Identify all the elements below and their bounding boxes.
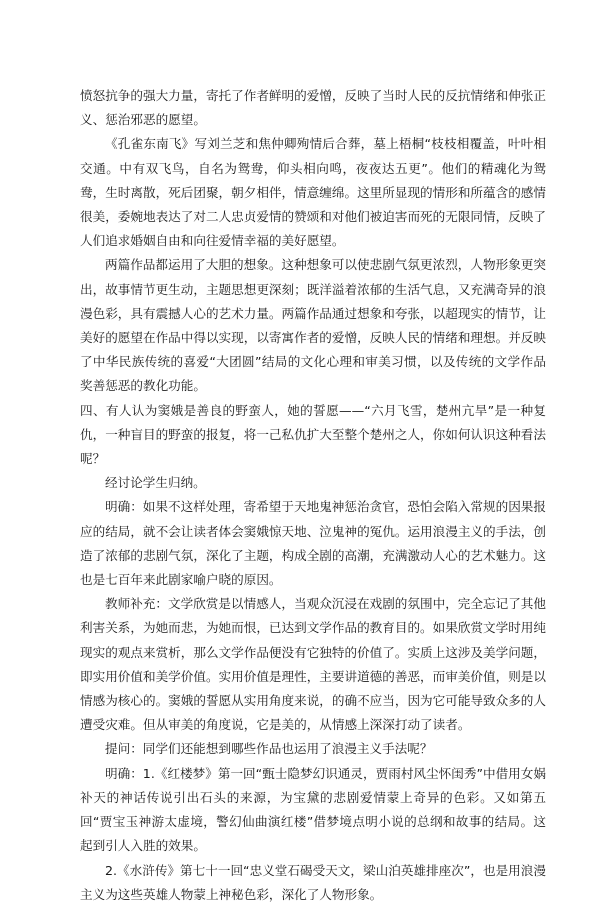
paragraph-8-question: 提问：同学们还能想到哪些作品也运用了浪漫主义手法呢？ <box>105 741 433 757</box>
paragraph-3: 两篇作品都运用了大胆的想象。这种想象可以使悲剧气氛更浓烈，人物形象更突出，故事情节更生动，主题思想更深刻；既洋溢着浓郁的生活气息，又充满奇异的浪漫色彩，具有震撼人心的艺术力量。两篇作品通过想象和夸张，以超现实的情节，让美好的愿望在作品中得以实现，以寄寓作者的爱憎，反映人民的情绪和理想。并反映了中华民族传统的喜爱“大团圆”结局的文化心理和审美习惯，以及传统的文学作品奖善惩恶的教化功能。 <box>80 257 546 394</box>
paragraph-4-question: 四、有人认为窦娥是善良的野蛮人，她的誓愿——“六月飞雪，楚州亢旱”是一种复仇，一种盲目的野蛮的报复，将一己私仇扩大至整个楚州之人，你如何认识这种看法呢？ <box>80 402 546 467</box>
paragraph-7-teacher-note: 教师补充：文学欣赏是以情感人，当观众沉浸在戏剧的氛围中，完全忘记了其他利害关系，为她而悲，为她而恨，已达到文学作品的教育目的。如果欣赏文学时用纯现实的观点来赏析，那么文学作品便没有它独特的价值了。实质上这涉及美学问题，即实用价值和美学价值。实用价值是理性，主要讲道德的善恶，而审美价值，则是以情感为核心的。窦娥的誓愿从实用角度来说，的确不应当，因为它可能导致众多的人遭受灾难。但从审美的角度说，它是美的，从情感上深深打动了读者。 <box>80 596 546 733</box>
document-body <box>80 84 546 907</box>
paragraph-1: 愤怒抗争的强大力量，寄托了作者鲜明的爱憎，反映了当时人民的反抗情绪和伸张正义、惩治邪恶的愿望。 <box>80 88 546 128</box>
paragraph-2: 《孔雀东南飞》写刘兰芝和焦仲卿殉情后合葬，墓上梧桐“枝枝相覆盖，叶叶相交通。中有双飞鸟，自名为鸳鸯，仰头相向鸣，夜夜达五更”。他们的精魂化为鸳鸯，生时离散，死后团聚，朝夕相伴，情意缠绵。这里所显现的情形和所蕴含的感情很美，委婉地表达了对二人忠贞爱情的赞颂和对他们被迫害而死的无限同情，反映了人们追求婚姻自由和向往爱情幸福的美好愿望。 <box>80 136 546 249</box>
paragraph-9-answer: 明确：1.《红楼梦》第一回“甄士隐梦幻识通灵，贾雨村风尘怀闺秀”中借用女娲补天的神话传说引出石头的来源，为宝黛的悲剧爱情蒙上奇异的色彩。又如第五回“贾宝玉神游太虚境，警幻仙曲演红楼”借梦境点明小说的总纲和故事的结局。这起到引人入胜的效果。 <box>80 765 546 854</box>
paragraph-6-answer: 明确：如果不这样处理，寄希望于天地鬼神惩治贪官，恐怕会陷入常规的因果报应的结局，就不会让读者体会窦娥惊天地、泣鬼神的冤仇。运用浪漫主义的手法，创造了浓郁的悲剧气氛，深化了主题，构成全剧的高潮，充满激动人心的艺术魅力。这也是七百年来此剧家喻户晓的原因。 <box>80 499 546 588</box>
paragraph-10: 2.《水浒传》第七十一回“忠义堂石碣受天文，梁山泊英雄排座次”，也是用浪漫主义为这些英雄人物蒙上神秘色彩，深化了人物形象。 <box>80 862 546 902</box>
paragraph-5: 经讨论学生归纳。 <box>105 475 206 491</box>
